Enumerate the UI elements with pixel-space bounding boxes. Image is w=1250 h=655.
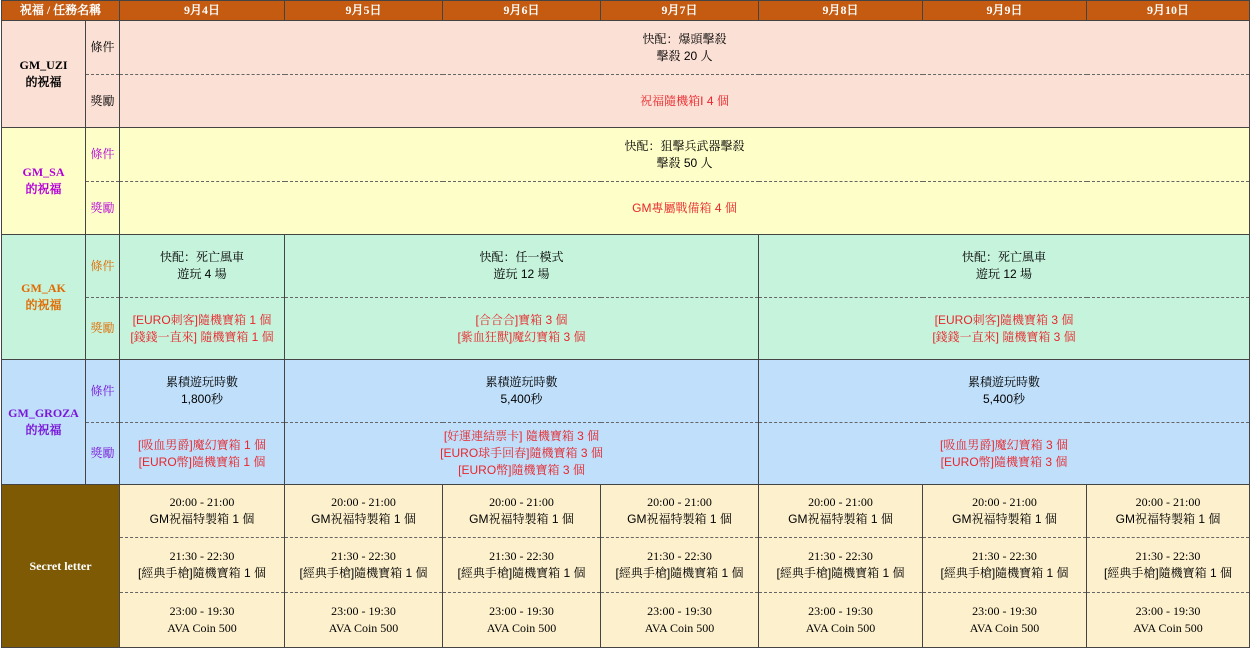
slot-item: GM祝福特製箱 1 個 bbox=[149, 512, 255, 526]
slot-time: 23:00 - 19:30 bbox=[647, 604, 712, 618]
slot-item: AVA Coin 500 bbox=[644, 621, 715, 635]
slot-item: GM祝福特製箱 1 個 bbox=[627, 512, 732, 526]
slot-item: [經典手槍]隨機寶箱 1 個 bbox=[940, 566, 1069, 580]
sa-condition-target: 擊殺 50 人 bbox=[656, 155, 713, 170]
slot-time: 23:00 - 19:30 bbox=[169, 604, 235, 618]
groza-reward-block-2 bbox=[285, 423, 759, 485]
slot-item: AVA Coin 500 bbox=[805, 621, 876, 635]
event-schedule-table bbox=[1, 0, 1250, 648]
groza-reward-item: [EURO幣]隨機寶箱 1 個 bbox=[138, 454, 266, 469]
secret-slot-cell bbox=[285, 593, 443, 648]
date-header: 9月9日 bbox=[923, 1, 1087, 21]
secret-slot-cell bbox=[1087, 538, 1250, 593]
secret-slot-2-row bbox=[2, 538, 1250, 593]
secret-slot-cell bbox=[601, 593, 759, 648]
slot-time: 23:00 - 19:30 bbox=[972, 604, 1037, 618]
slot-time: 20:00 - 21:00 bbox=[972, 495, 1037, 509]
uzi-condition bbox=[120, 21, 1250, 75]
slot-item: [經典手槍]隨機寶箱 1 個 bbox=[137, 566, 266, 580]
ak-reward-item: [錢錢一直來] 隨機寶箱 3 個 bbox=[932, 329, 1076, 344]
groza-name-suffix: 的祝福 bbox=[25, 423, 62, 437]
corner-header: 祝福 / 任務名稱 bbox=[2, 1, 120, 21]
slot-time: 23:00 - 19:30 bbox=[331, 604, 396, 618]
secret-slot-cell bbox=[923, 485, 1087, 538]
uzi-condition-row bbox=[2, 21, 1250, 75]
secret-slot-cell bbox=[759, 538, 923, 593]
groza-reward-block-3 bbox=[759, 423, 1250, 485]
slot-item: GM祝福特製箱 1 個 bbox=[1115, 512, 1221, 526]
secret-slot-cell bbox=[443, 485, 601, 538]
sa-name: GM_SA bbox=[22, 165, 65, 179]
secret-slot-cell bbox=[285, 485, 443, 538]
uzi-name: GM_UZI bbox=[19, 58, 68, 72]
groza-reward-block-1 bbox=[120, 423, 285, 485]
slot-time: 21:30 - 22:30 bbox=[489, 549, 554, 563]
secret-slot-cell bbox=[120, 485, 285, 538]
reward-label: 獎勵 bbox=[86, 75, 120, 128]
ak-name-cell bbox=[2, 235, 86, 360]
groza-reward-row bbox=[2, 423, 1250, 485]
slot-time: 23:00 - 19:30 bbox=[808, 604, 873, 618]
ak-condition-target: 遊玩 4 場 bbox=[177, 267, 227, 281]
secret-slot-cell bbox=[759, 593, 923, 648]
slot-time: 20:00 - 21:00 bbox=[1135, 495, 1201, 509]
secret-slot-cell bbox=[120, 593, 285, 648]
slot-time: 23:00 - 19:30 bbox=[489, 604, 554, 618]
secret-slot-cell bbox=[443, 538, 601, 593]
secret-slot-cell bbox=[1087, 485, 1250, 538]
groza-reward-item: [好運連結票卡] 隨機寶箱 3 個 bbox=[443, 429, 600, 443]
secret-slot-1-row bbox=[2, 485, 1250, 538]
ak-condition-row bbox=[2, 235, 1250, 298]
slot-item: [經典手槍]隨機寶箱 1 個 bbox=[615, 566, 744, 580]
slot-item: [經典手槍]隨機寶箱 1 個 bbox=[299, 566, 428, 580]
groza-reward-item: [EURO幣]隨機寶箱 3 個 bbox=[458, 463, 585, 477]
slot-item: AVA Coin 500 bbox=[1133, 621, 1203, 635]
ak-condition-target: 遊玩 12 場 bbox=[975, 267, 1033, 281]
slot-item: AVA Coin 500 bbox=[969, 621, 1040, 635]
secret-letter-name: Secret letter bbox=[2, 485, 120, 648]
slot-item: AVA Coin 500 bbox=[486, 621, 557, 635]
slot-time: 20:00 - 21:00 bbox=[489, 495, 554, 509]
groza-condition-row bbox=[2, 360, 1250, 423]
ak-reward-block-2 bbox=[285, 298, 759, 360]
ak-name-suffix: 的祝福 bbox=[25, 298, 62, 312]
slot-item: [經典手槍]隨機寶箱 1 個 bbox=[457, 566, 586, 580]
secret-slot-cell bbox=[601, 538, 759, 593]
slot-item: GM祝福特製箱 1 個 bbox=[311, 512, 416, 526]
slot-time: 21:30 - 22:30 bbox=[169, 549, 235, 563]
slot-time: 21:30 - 22:30 bbox=[331, 549, 396, 563]
ak-reward-item: [EURO刺客]隨機寶箱 1 個 bbox=[132, 312, 272, 327]
groza-name: GM_GROZA bbox=[8, 406, 79, 420]
date-header: 9月4日 bbox=[120, 1, 285, 21]
slot-item: AVA Coin 500 bbox=[328, 621, 399, 635]
groza-name-cell bbox=[2, 360, 86, 485]
date-header: 9月7日 bbox=[601, 1, 759, 21]
reward-label: 獎勵 bbox=[86, 298, 120, 360]
secret-slot-cell bbox=[923, 538, 1087, 593]
groza-reward-item: [吸血男爵]魔幻寶箱 1 個 bbox=[137, 437, 266, 452]
secret-slot-cell bbox=[1087, 593, 1250, 648]
uzi-name-cell bbox=[2, 21, 86, 128]
condition-label: 條件 bbox=[86, 235, 120, 298]
ak-condition-mode: 快配：任一模式 bbox=[479, 250, 564, 264]
secret-slot-cell bbox=[443, 593, 601, 648]
uzi-condition-mode: 快配：爆頭擊殺 bbox=[642, 31, 727, 46]
secret-slot-cell bbox=[759, 485, 923, 538]
sa-condition-row bbox=[2, 128, 1250, 182]
groza-reward-item: [吸血男爵]魔幻寶箱 3 個 bbox=[939, 437, 1068, 452]
groza-reward-item: [EURO幣]隨機寶箱 3 個 bbox=[940, 454, 1068, 469]
slot-time: 21:30 - 22:30 bbox=[1135, 549, 1201, 563]
slot-time: 20:00 - 21:00 bbox=[808, 495, 873, 509]
date-header: 9月6日 bbox=[443, 1, 601, 21]
slot-time: 21:30 - 22:30 bbox=[972, 549, 1037, 563]
secret-slot-3-row bbox=[2, 593, 1250, 648]
ak-reward-item: [合合合]寶箱 3 個 bbox=[475, 312, 568, 327]
slot-time: 20:00 - 21:00 bbox=[647, 495, 712, 509]
header-row bbox=[2, 1, 1250, 21]
ak-condition-block-2 bbox=[285, 235, 759, 298]
date-header: 9月8日 bbox=[759, 1, 923, 21]
sa-reward-row bbox=[2, 182, 1250, 235]
groza-condition-block-2 bbox=[285, 360, 759, 423]
slot-item: GM祝福特製箱 1 個 bbox=[952, 512, 1057, 526]
condition-label: 條件 bbox=[86, 360, 120, 423]
uzi-condition-target: 擊殺 20 人 bbox=[656, 48, 713, 63]
secret-slot-cell bbox=[601, 485, 759, 538]
slot-time: 21:30 - 22:30 bbox=[808, 549, 873, 563]
sa-condition-mode: 快配：狙擊兵武器擊殺 bbox=[624, 138, 745, 153]
ak-reward-item: [錢錢一直來] 隨機寶箱 1 個 bbox=[130, 329, 274, 344]
secret-slot-cell bbox=[923, 593, 1087, 648]
date-header: 9月10日 bbox=[1087, 1, 1250, 21]
groza-condition-block-1 bbox=[120, 360, 285, 423]
groza-condition-block-3 bbox=[759, 360, 1250, 423]
ak-condition-block-3 bbox=[759, 235, 1250, 298]
ak-condition-mode: 快配：死亡風車 bbox=[961, 250, 1046, 264]
groza-condition-target: 5,400秒 bbox=[982, 392, 1026, 406]
slot-item: [經典手槍]隨機寶箱 1 個 bbox=[776, 566, 905, 580]
slot-time: 20:00 - 21:00 bbox=[331, 495, 396, 509]
ak-reward-item: [EURO刺客]隨機寶箱 3 個 bbox=[934, 312, 1074, 327]
groza-condition-mode: 累積遊玩時數 bbox=[967, 375, 1040, 389]
uzi-reward-row bbox=[2, 75, 1250, 128]
ak-condition-target: 遊玩 12 場 bbox=[493, 267, 550, 281]
slot-item: AVA Coin 500 bbox=[167, 621, 237, 635]
reward-label: 獎勵 bbox=[86, 182, 120, 235]
groza-condition-mode: 累積遊玩時數 bbox=[485, 375, 558, 389]
uzi-name-suffix: 的祝福 bbox=[25, 75, 62, 89]
ak-condition-block-1 bbox=[120, 235, 285, 298]
ak-name: GM_AK bbox=[21, 281, 66, 295]
groza-reward-item: [EURO球手回春]隨機寶箱 3 個 bbox=[440, 446, 603, 460]
uzi-reward: 祝福隨機箱I 4 個 bbox=[120, 75, 1250, 128]
sa-condition bbox=[120, 128, 1250, 182]
slot-time: 21:30 - 22:30 bbox=[647, 549, 712, 563]
secret-slot-cell bbox=[120, 538, 285, 593]
ak-reward-block-3 bbox=[759, 298, 1250, 360]
groza-condition-target: 5,400秒 bbox=[500, 392, 543, 406]
secret-slot-cell bbox=[285, 538, 443, 593]
slot-item: GM祝福特製箱 1 個 bbox=[469, 512, 574, 526]
ak-reward-item: [紫血狂獸]魔幻寶箱 3 個 bbox=[457, 329, 586, 344]
reward-label: 獎勵 bbox=[86, 423, 120, 485]
ak-reward-block-1 bbox=[120, 298, 285, 360]
ak-condition-mode: 快配：死亡風車 bbox=[159, 250, 244, 264]
slot-item: [經典手槍]隨機寶箱 1 個 bbox=[1103, 566, 1232, 580]
sa-name-cell bbox=[2, 128, 86, 235]
ak-reward-row bbox=[2, 298, 1250, 360]
groza-condition-mode: 累積遊玩時數 bbox=[165, 375, 238, 389]
slot-item: GM祝福特製箱 1 個 bbox=[788, 512, 893, 526]
condition-label: 條件 bbox=[86, 128, 120, 182]
slot-time: 20:00 - 21:00 bbox=[169, 495, 235, 509]
slot-time: 23:00 - 19:30 bbox=[1135, 604, 1201, 618]
groza-condition-target: 1,800秒 bbox=[180, 392, 224, 406]
sa-reward: GM專屬戰備箱 4 個 bbox=[120, 182, 1250, 235]
date-header: 9月5日 bbox=[285, 1, 443, 21]
condition-label: 條件 bbox=[86, 21, 120, 75]
sa-name-suffix: 的祝福 bbox=[25, 182, 62, 196]
